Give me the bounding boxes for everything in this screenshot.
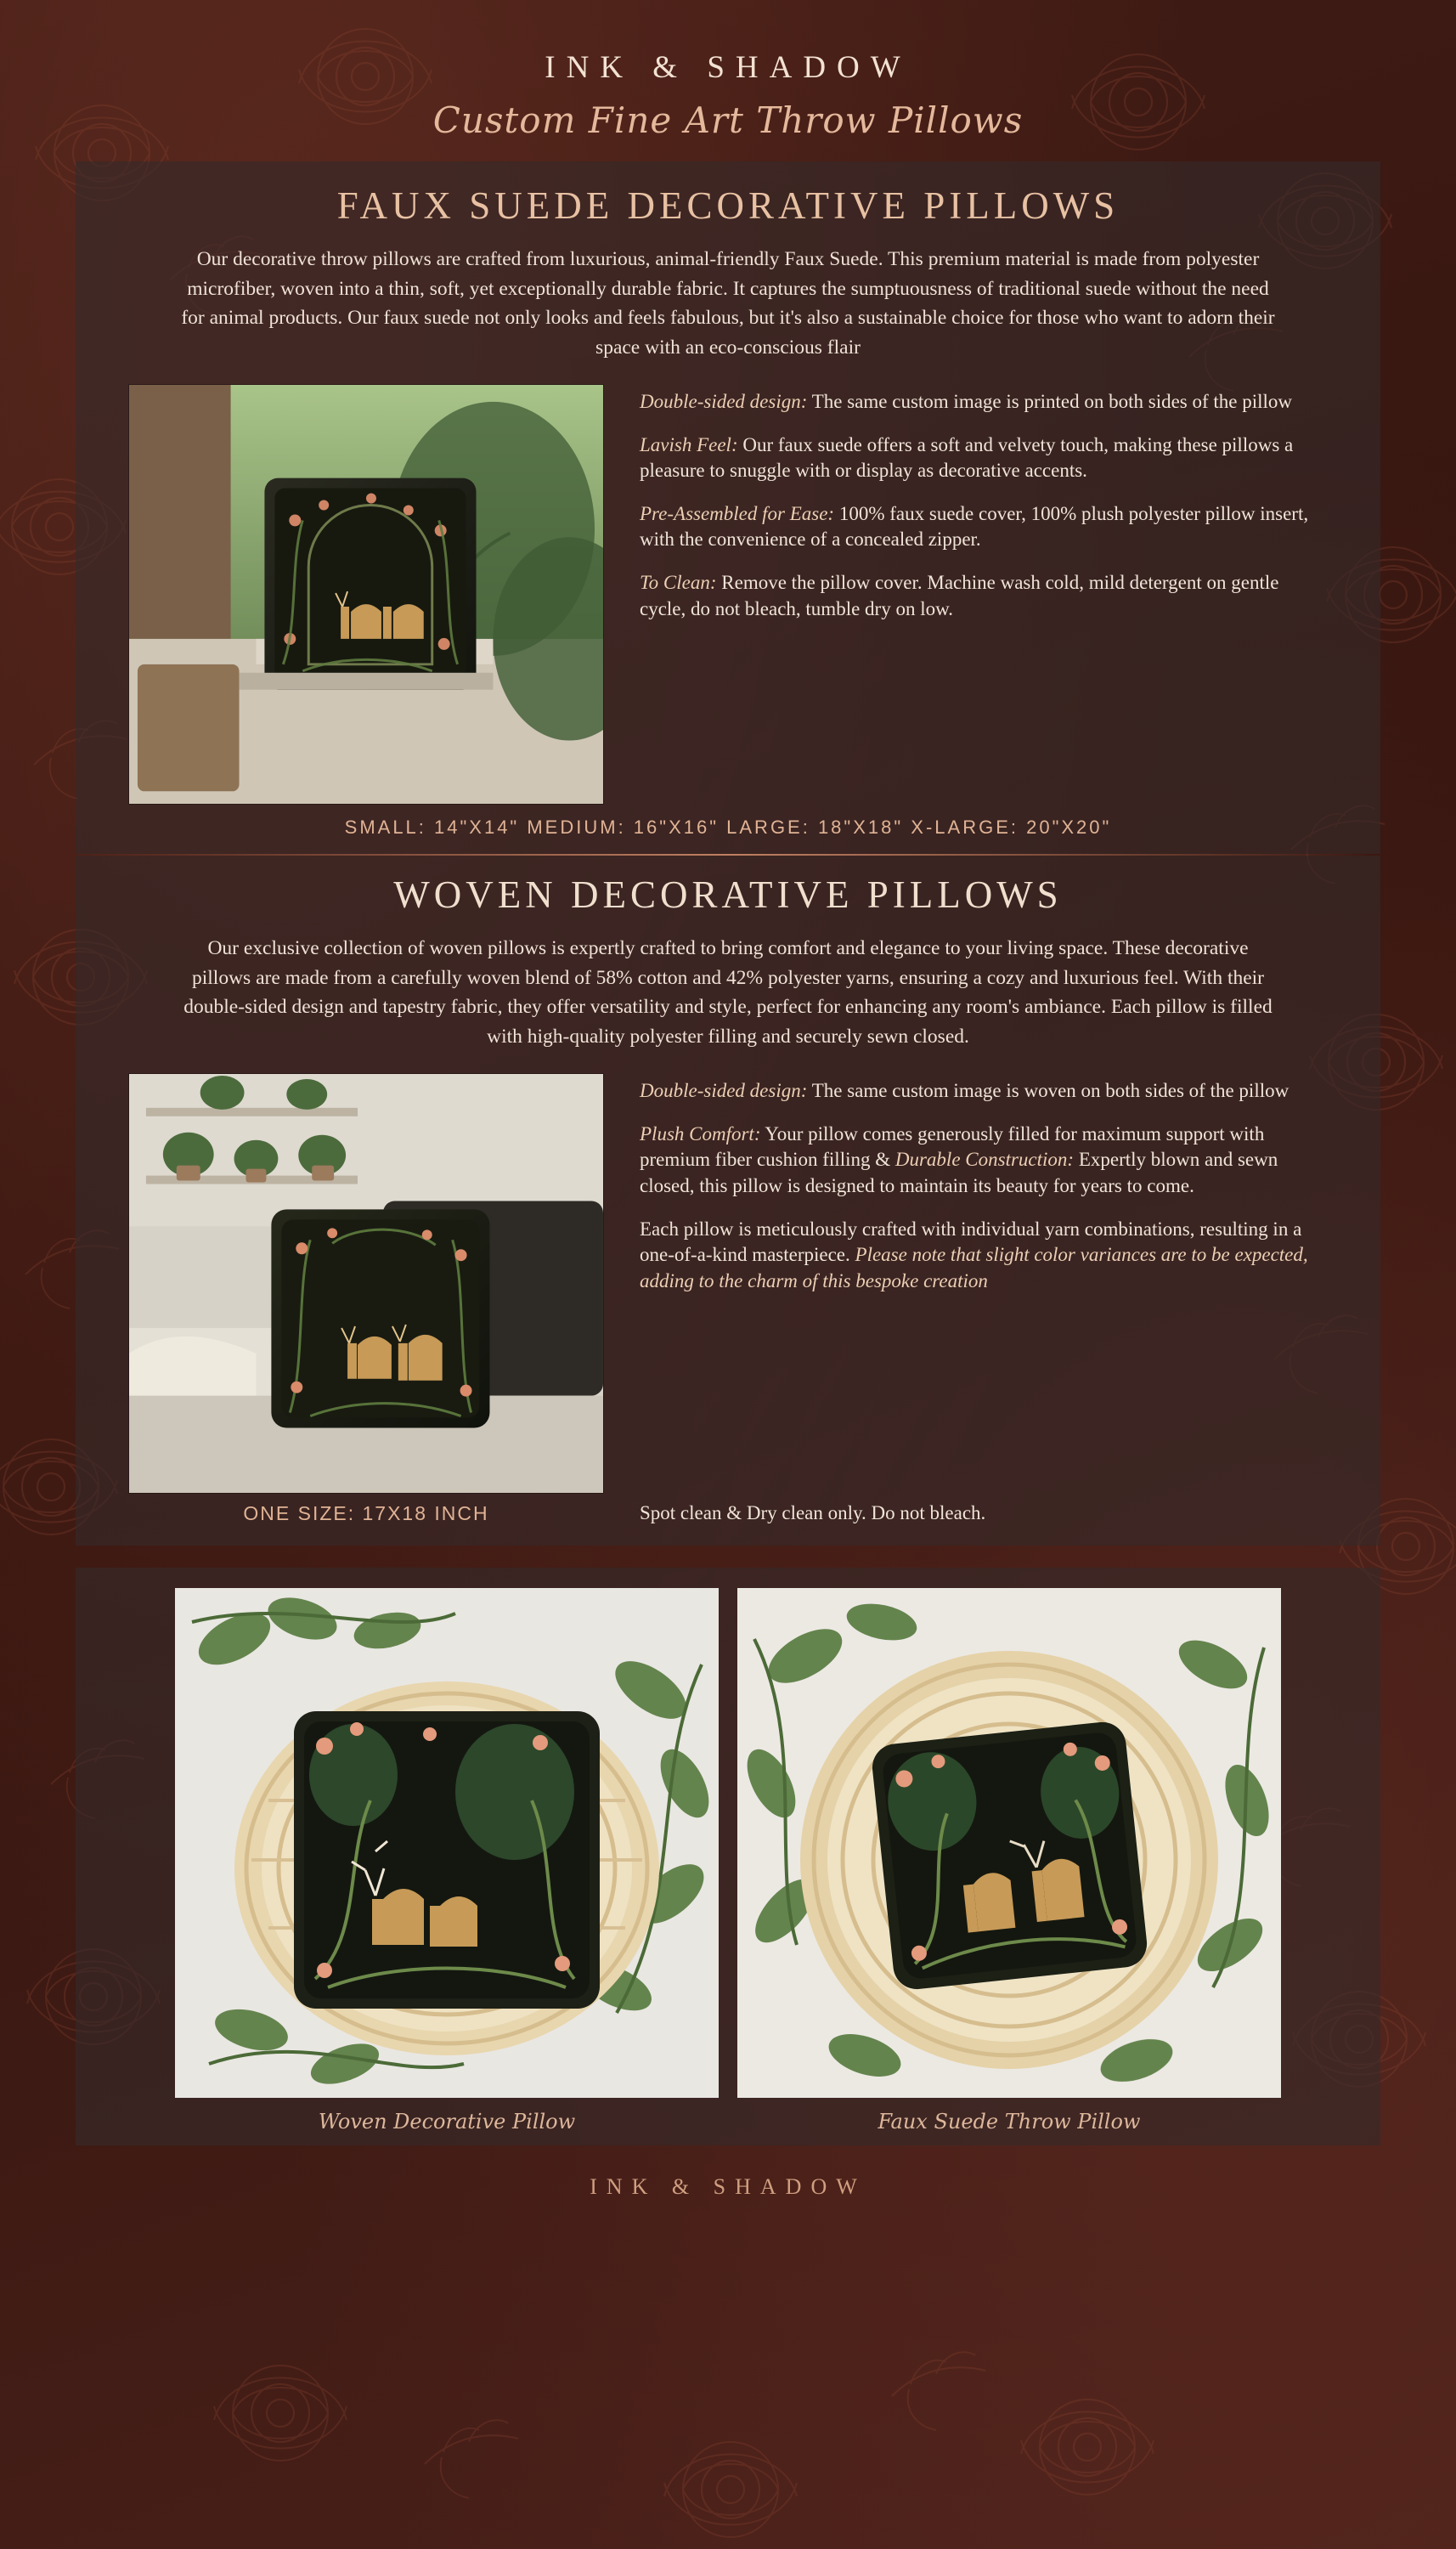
- woven-size: ONE SIZE: 17X18 INCH: [243, 1502, 489, 1525]
- feature-label: Double-sided design:: [640, 391, 808, 413]
- feature-item: [640, 1217, 1328, 1295]
- faux-suede-content-row: [76, 384, 1380, 805]
- woven-section: [76, 856, 1380, 1546]
- footer-brand: INK & SHADOW: [590, 2174, 866, 2200]
- gallery-caption-row: [76, 2110, 1380, 2134]
- gallery-image-row: [76, 1588, 1380, 2098]
- poster-header: [0, 0, 1456, 141]
- brand-title: INK & SHADOW: [545, 50, 911, 85]
- feature-label: Pre-Assembled for Ease:: [640, 502, 835, 524]
- feature-label: Plush Comfort:: [640, 1122, 761, 1145]
- feature-label-secondary: Durable Construction:: [894, 1149, 1075, 1171]
- faux-suede-feature-list: [640, 384, 1328, 805]
- woven-size-wrap: [128, 1502, 604, 1525]
- feature-text: Our faux suede offers a soft and velvety touch, making these pillows a pleasure to snuggle with or display as decorative accents.: [640, 433, 1294, 482]
- woven-content-row: [76, 1073, 1380, 1494]
- feature-label: To Clean:: [640, 572, 717, 594]
- faux-suede-size-list: SMALL: 14"X14" MEDIUM: 16"X16" LARGE: 18"X18" X-LARGE: 20"X20": [344, 817, 1112, 839]
- woven-care-instructions: Spot clean & Dry clean only. Do not bleach.: [640, 1502, 986, 1524]
- gallery-caption: Faux Suede Throw Pillow: [878, 2110, 1141, 2134]
- feature-item: [640, 1122, 1328, 1200]
- feature-item: [640, 1078, 1328, 1105]
- feature-label: Lavish Feel:: [640, 433, 738, 455]
- woven-intro: Our exclusive collection of woven pillows is expertly crafted to bring comfort and elegance to your living space. These decorative pillows are made from a carefully woven blend of 58% cotton and 42% polyester yarns, ensuring a cozy and luxurious feel. With their double-sided design and tapestry fabric, they offer versatility and style, perfect for enhancing any room's ambiance. Each pillow is filled with high-quality polyester filling and securely sewn closed.: [183, 937, 1273, 1048]
- feature-item: [640, 570, 1328, 622]
- feature-text: The same custom image is printed on both sides of the pillow: [807, 391, 1293, 413]
- woven-bottom-note-row: [76, 1494, 1380, 1525]
- woven-feature-list: [640, 1073, 1328, 1494]
- woven-title: WOVEN DECORATIVE PILLOWS: [393, 873, 1063, 917]
- feature-label: Double-sided design:: [640, 1080, 808, 1102]
- feature-text: Each pillow is meticulously crafted with individual yarn combinations, resulting in a one-of-a-kind masterpiece.: [640, 1218, 1302, 1266]
- faux-suede-lifestyle-photo: [128, 384, 604, 805]
- faux-suede-section: [76, 161, 1380, 854]
- feature-item: [640, 501, 1328, 553]
- brand-subtitle: Custom Fine Art Throw Pillows: [432, 99, 1024, 141]
- faux-suede-title: FAUX SUEDE DECORATIVE PILLOWS: [336, 184, 1120, 227]
- feature-text: Your pillow comes generously filled for maximum support with premium fiber cushion filling &: [640, 1122, 1265, 1171]
- feature-text-italic-tail: Please note that slight color variances are to be expected, adding to the charm of this bespoke creation: [640, 1244, 1308, 1291]
- feature-item: [640, 389, 1328, 415]
- feature-text: 100% faux suede cover, 100% plush polyester pillow insert, with the convenience of a concealed zipper.: [640, 502, 1309, 551]
- product-gallery: [76, 1568, 1380, 2145]
- gallery-image-woven: [175, 1588, 719, 2098]
- woven-lifestyle-photo: [128, 1073, 604, 1494]
- feature-text: The same custom image is woven on both sides of the pillow: [807, 1080, 1290, 1102]
- feature-text-secondary: Expertly blown and sewn closed, this pillow is designed to maintain its beauty for years to come.: [640, 1149, 1278, 1196]
- faux-suede-intro: Our decorative throw pillows are crafted from luxurious, animal-friendly Faux Suede. This premium material is made from polyester microfiber, woven into a thin, soft, yet exceptionally durable fabric. It captures the sumptuousness of traditional suede without the need for animal products. Our faux suede not only looks and feels fabulous, but it's also a sustainable choice for those who want to adorn their space with an eco-conscious flair: [181, 248, 1275, 359]
- feature-text: Remove the pillow cover. Machine wash cold, mild detergent on gentle cycle, do not bleach, tumble dry on low.: [640, 572, 1279, 619]
- gallery-caption: Woven Decorative Pillow: [318, 2110, 576, 2134]
- feature-item: [640, 432, 1328, 484]
- gallery-image-faux-suede: [737, 1588, 1281, 2098]
